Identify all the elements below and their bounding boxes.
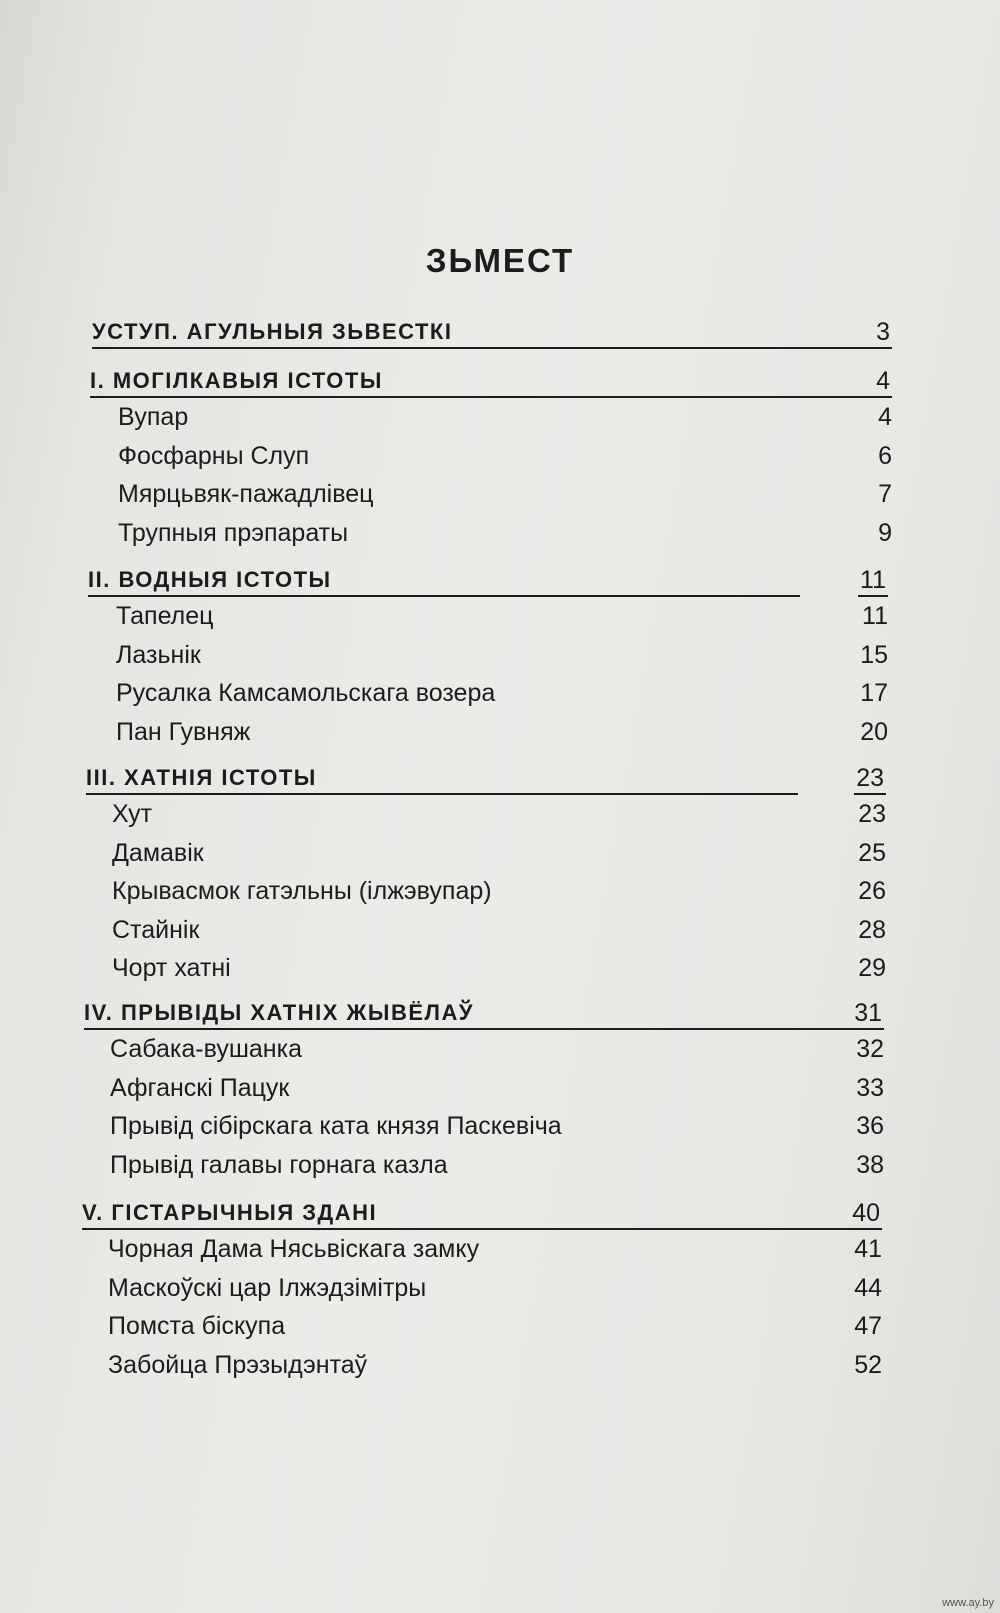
toc-entry-label: Мярцьвяк-пажадлівец: [118, 480, 374, 508]
watermark-text: www.ay.by: [942, 1597, 994, 1609]
toc-entry: [82, 1269, 882, 1308]
section-underline: [92, 347, 892, 349]
toc-entry-label: Афганскі Пацук: [110, 1073, 290, 1102]
toc-entry: [84, 1146, 884, 1185]
toc-entry: [86, 949, 886, 988]
section-page-number: 3: [874, 317, 892, 349]
toc-entry: [90, 398, 892, 437]
toc-entry-label: Фосфарны Слуп: [118, 441, 310, 470]
toc-entry-label: Хут: [112, 800, 153, 828]
toc-entry-label: Помста біскупа: [108, 1312, 286, 1340]
toc-section: [90, 362, 892, 552]
toc-entry-page-number: 26: [858, 877, 886, 905]
toc-entry: [84, 1030, 884, 1069]
toc-entry-page-number: 23: [858, 800, 886, 828]
section-heading-label: I. МОГІЛКАВЫЯ ІСТОТЫ: [90, 368, 383, 393]
toc-entry-label: Сабака-вушанка: [110, 1035, 302, 1063]
page-title: ЗЬМЕСТ: [425, 242, 575, 279]
section-heading: [86, 759, 886, 795]
toc-entry-page-number: 38: [856, 1150, 884, 1179]
toc-entry-label: Пан Гувняж: [116, 717, 251, 746]
toc-entry-label: Забойца Прэзыдэнтаў: [108, 1350, 368, 1379]
toc-entry: [82, 1346, 882, 1385]
toc-section: [84, 994, 884, 1184]
toc-entry: [90, 475, 892, 514]
toc-entry-page-number: 11: [862, 602, 888, 630]
toc-section: [86, 759, 886, 988]
toc-entry: [82, 1307, 882, 1346]
toc-entry-page-number: 33: [856, 1073, 884, 1102]
section-heading: [82, 1194, 882, 1230]
toc-entry-label: Стайнік: [112, 915, 200, 944]
toc-entry-page-number: 47: [854, 1312, 882, 1340]
toc-entry-label: Вупар: [118, 403, 189, 431]
toc-entry-page-number: 41: [854, 1235, 882, 1263]
toc-entry-label: Маскоўскі цар Ілжэдзімітры: [108, 1273, 427, 1302]
toc-entry-page-number: 17: [860, 679, 888, 707]
toc-entry: [88, 674, 888, 713]
toc-entry-label: Крывасмок гатэльны (ілжэвупар): [112, 877, 492, 905]
toc-entry: [88, 636, 888, 675]
toc-section: [92, 313, 892, 349]
toc-entry-page-number: 15: [860, 640, 888, 669]
section-heading: [92, 313, 892, 349]
section-heading: [88, 561, 888, 597]
toc-entry-label: Чорная Дама Нясьвіскага замку: [108, 1235, 480, 1263]
section-heading-label: УСТУП. АГУЛЬНЫЯ ЗЬВЕСТКІ: [92, 319, 453, 344]
toc-entry: [90, 514, 892, 553]
toc-section: [82, 1194, 882, 1384]
toc-entry-page-number: 44: [854, 1273, 882, 1302]
toc-entry: [88, 597, 888, 636]
toc-entry: [86, 911, 886, 950]
toc-entry-page-number: 7: [878, 480, 892, 508]
toc-entry: [86, 834, 886, 873]
section-page-number: 4: [874, 366, 892, 398]
toc-entry-label: Дамавік: [112, 838, 204, 867]
toc-entry-label: Лазьнік: [116, 640, 201, 669]
toc-entry: [88, 713, 888, 752]
toc-entry-page-number: 9: [878, 518, 892, 547]
toc-section: [88, 561, 888, 751]
section-heading-label: II. ВОДНЫЯ ІСТОТЫ: [88, 567, 332, 592]
toc-entry-page-number: 29: [858, 954, 886, 982]
toc-entry: [90, 437, 892, 476]
section-heading: [84, 994, 884, 1030]
toc-entry-label: Русалка Камсамольскага возера: [116, 679, 496, 707]
section-page-number: 40: [850, 1198, 882, 1230]
section-page-number: 31: [852, 998, 884, 1030]
section-heading-label: IV. ПРЫВІДЫ ХАТНІХ ЖЫВЁЛАЎ: [84, 1000, 475, 1025]
toc-entry-label: Прывід галавы горнага казла: [110, 1150, 448, 1179]
section-page-number: 23: [854, 763, 886, 795]
toc-entry: [86, 872, 886, 911]
toc-entry-page-number: 6: [878, 441, 892, 470]
toc-entry: [82, 1230, 882, 1269]
toc-entry: [86, 795, 886, 834]
toc-entry-page-number: 4: [878, 403, 892, 431]
section-page-number: 11: [858, 565, 888, 597]
toc-entry-page-number: 52: [854, 1350, 882, 1379]
section-heading: [90, 362, 892, 398]
toc-entry: [84, 1069, 884, 1108]
toc-entry-label: Трупныя прэпараты: [118, 518, 349, 547]
toc-entry-label: Чорт хатні: [112, 954, 231, 982]
section-heading-label: V. ГІСТАРЫЧНЫЯ ЗДАНІ: [82, 1200, 378, 1225]
toc-entry-page-number: 32: [856, 1035, 884, 1063]
toc-entry-page-number: 36: [856, 1112, 884, 1140]
toc-entry-page-number: 25: [858, 838, 886, 867]
toc-entry-label: Прывід сібірскага ката князя Паскевіча: [110, 1112, 562, 1140]
toc-entry-page-number: 28: [858, 915, 886, 944]
section-heading-label: III. ХАТНІЯ ІСТОТЫ: [86, 765, 317, 790]
toc-entry-label: Тапелец: [116, 602, 214, 630]
toc-entry: [84, 1107, 884, 1146]
toc-entry-page-number: 20: [860, 717, 888, 746]
